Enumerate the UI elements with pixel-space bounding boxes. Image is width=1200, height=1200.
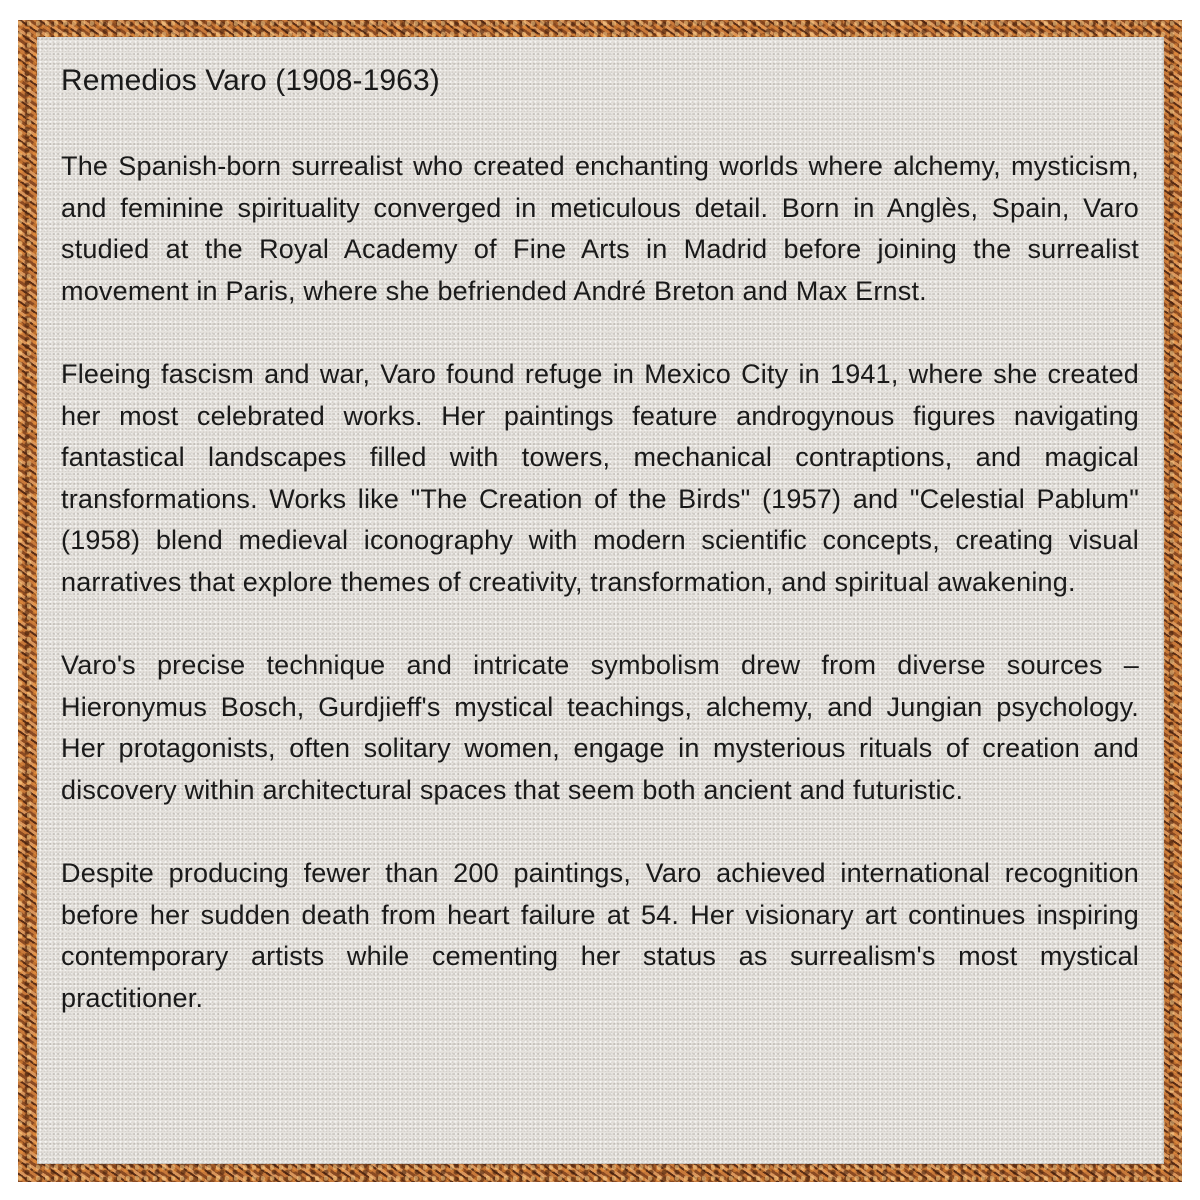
paragraph-legacy: Despite producing fewer than 200 paintings, Varo achieved international recognition before her sudden death from heart failure at 54. Her visionary art continues inspiring contemporary artists while cementing her status as surrealism's most mystical practitioner. [61,858,1139,1013]
page-title: Remedios Varo (1908-1963) [61,64,440,97]
paragraph-mexico: Fleeing fascism and war, Varo found refuge in Mexico City in 1941, where she created her most celebrated works. Her paintings feature androgynous figures navigating fantastical landscapes filled with towers, mechanical contraptions, and magical transformations. Works like "The Creation of the Birds" (1957) and "Celestial Pablum" (1958) blend medieval iconography with modern scientific concepts, creating visual narratives that explore themes of creativity, transformation, and spiritual awakening. [61,358,1139,597]
paragraph-intro: The Spanish-born surrealist who created enchanting worlds where alchemy, mysticism, and feminine spirituality converged in meticulous detail. Born in Anglès, Spain, Varo studied at the Royal Academy of Fine Arts in Madrid before joining the surrealist movement in Paris, where she befriended André Breton and Max Ernst. [61,151,1139,306]
paragraph-technique: Varo's precise technique and intricate symbolism drew from diverse sources – Hieronymus Bosch, Gurdjieff's mystical teachings, alchemy, and Jungian psychology. Her protagonists, often solitary women, engage in mysterious rituals of creation and discovery within architectural spaces that seem both ancient and futuristic. [61,650,1139,805]
article [61,56,1139,1019]
